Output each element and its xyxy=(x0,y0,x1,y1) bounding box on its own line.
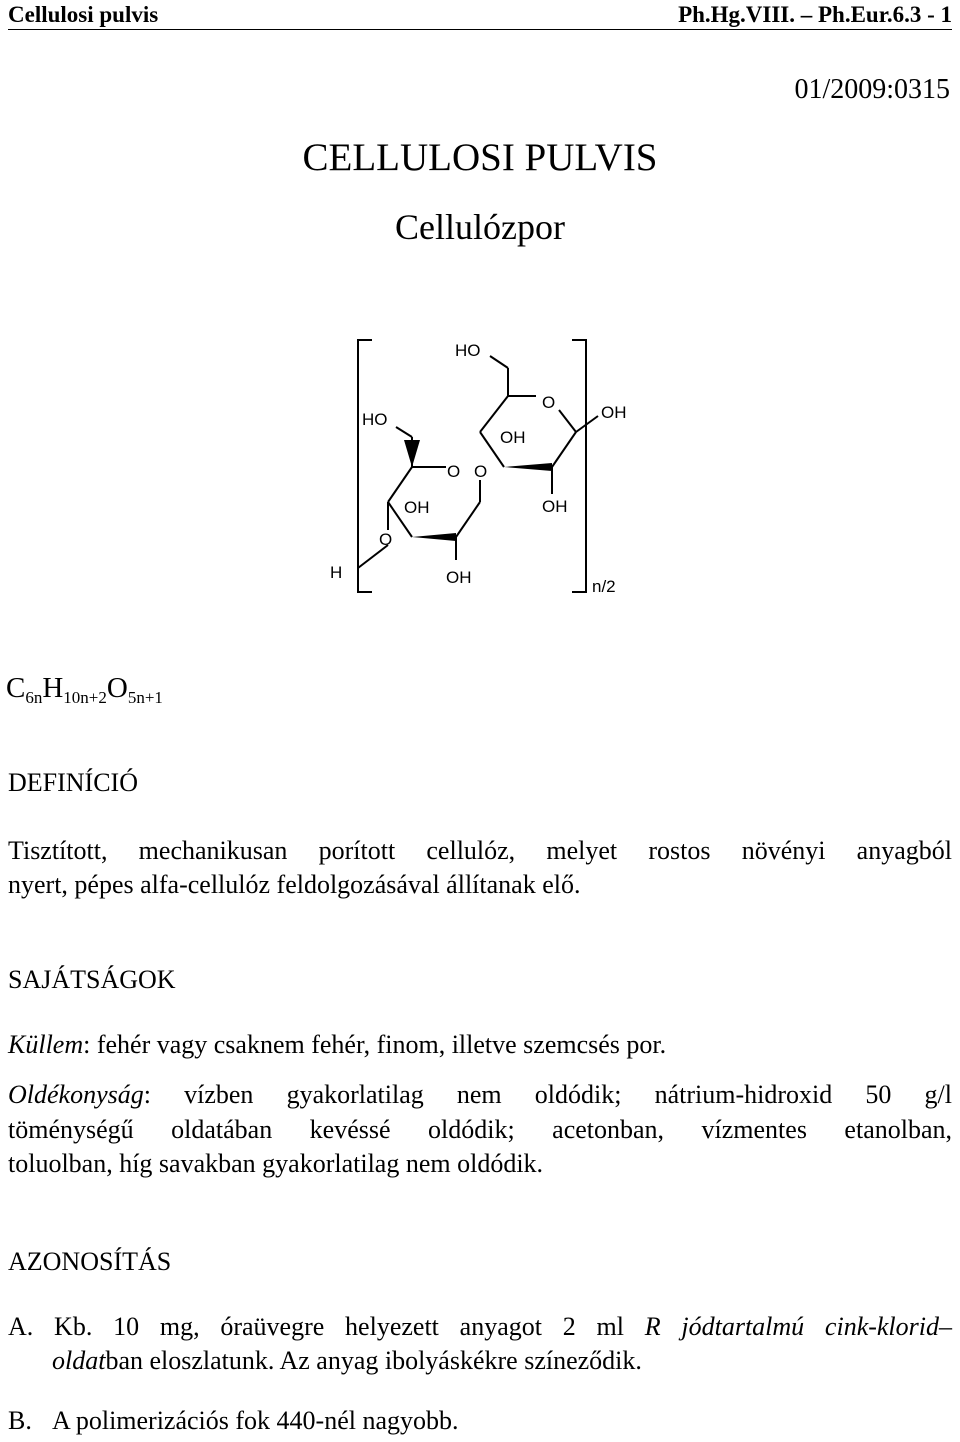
label-h-end: H xyxy=(330,563,343,582)
properties-heading: SAJÁTSÁGOK xyxy=(8,965,176,994)
label-oh-right-bottom: OH xyxy=(542,497,568,516)
identification-heading: AZONOSÍTÁS xyxy=(8,1247,172,1276)
appearance-label: Küllem xyxy=(8,1030,84,1059)
identification-b-text: A polimerizációs fok 440-nél nagyobb. xyxy=(52,1406,459,1435)
identification-a-line-1: A. Kb. 10 mg, óraüvegre helyezett anyagot 2 ml R jódtartalmú cink-klorid– xyxy=(8,1312,952,1341)
solubility-line-1: Oldékonyság: vízben gyakorlatilag nem oldódik; nátrium-hidroxid 50 g/l xyxy=(8,1080,952,1109)
monograph-number: 01/2009:0315 xyxy=(794,74,950,105)
structure-wedge-bonds xyxy=(404,440,552,541)
identification-b-label: B. xyxy=(8,1406,32,1435)
running-header-title: Cellulosi pulvis xyxy=(8,2,159,27)
definition-text-line-2: nyert, pépes alfa-cellulóz feldolgozásával állítanak elő. xyxy=(8,870,581,899)
solubility-line-3: toluolban, híg savakban gyakorlatilag nem oldódik. xyxy=(8,1149,544,1178)
solubility-label: Oldékonyság xyxy=(8,1080,144,1109)
label-o-link-1: O xyxy=(447,462,461,481)
definition-text-line-1: Tisztított, mechanikusan porított cellulóz, melyet rostos növényi anyagból xyxy=(8,836,952,865)
cellulose-structure-diagram xyxy=(300,326,660,606)
label-repeat-subscript: n/2 xyxy=(592,577,616,596)
molecular-formula: $C_{6n}H_{10n+2}O_{5n+1}$ xyxy=(6,672,163,707)
page-subtitle: Cellulózpor xyxy=(395,207,565,247)
label-o-left: O xyxy=(379,530,393,549)
solubility-line-2: töménységű oldatában kevéssé oldódik; acetonban, vízmentes etanolban, xyxy=(8,1115,952,1144)
label-ho-left: HO xyxy=(362,410,388,429)
identification-a-line-2: oldatban eloszlatunk. Az anyag ibolyáskékre színeződik. xyxy=(52,1346,642,1375)
label-oh-mid: OH xyxy=(500,428,526,447)
definition-heading: DEFINÍCIÓ xyxy=(8,768,138,797)
label-o-link-2: O xyxy=(474,462,488,481)
appearance-line xyxy=(8,1030,666,1060)
structure-labels xyxy=(330,341,627,596)
header-divider xyxy=(8,29,952,30)
label-oh-bottom: OH xyxy=(446,568,472,587)
label-oh-left-ring: OH xyxy=(404,498,430,517)
label-o-ring-right: O xyxy=(542,393,556,412)
page-title: CELLULOSI PULVIS xyxy=(302,136,658,179)
appearance-text: : fehér vagy csaknem fehér, finom, illetve szemcsés por. xyxy=(83,1030,667,1059)
running-header-reference: Ph.Hg.VIII. – Ph.Eur.6.3 - 1 xyxy=(678,2,952,27)
label-oh-right: OH xyxy=(601,403,627,422)
label-ho-top: HO xyxy=(455,341,481,360)
